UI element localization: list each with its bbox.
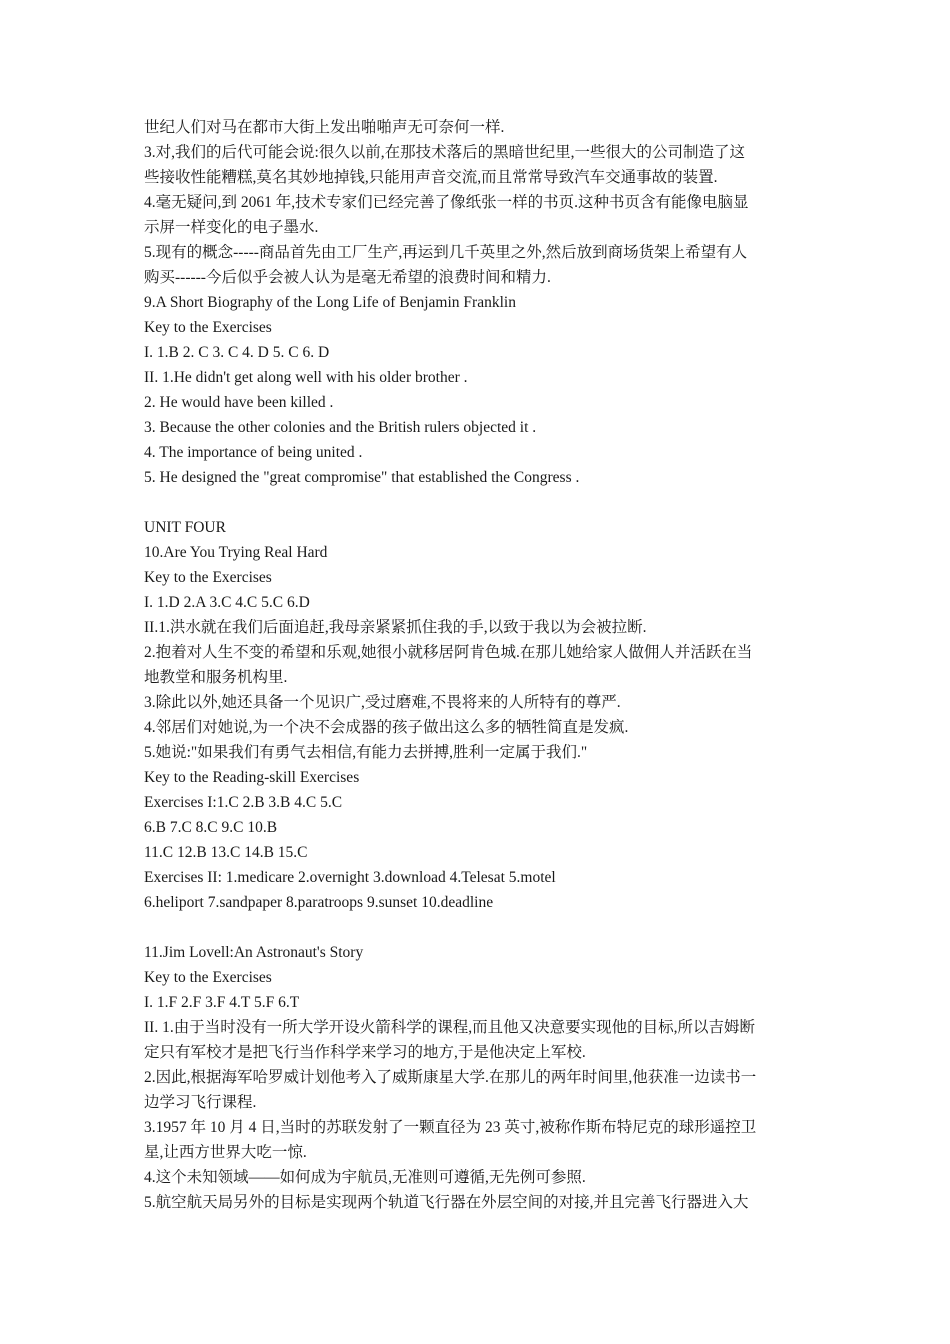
text-line: 3.1957 年 10 月 4 日,当时的苏联发射了一颗直径为 23 英寸,被称作斯布特尼克的球形遥控卫 xyxy=(144,1119,757,1136)
text-line: 5.现有的概念-----商品首先由工厂生产,再运到几千英里之外,然后放到商场货架上希望有人 xyxy=(144,244,748,261)
text-line: 3.除此以外,她还具备一个见识广,受过磨难,不畏将来的人所特有的尊严. xyxy=(144,694,621,711)
text-line: 5. He designed the "great compromise" that established the Congress . xyxy=(144,469,580,486)
text-line: Exercises I:1.C 2.B 3.B 4.C 5.C xyxy=(144,794,343,811)
text-line: 4. The importance of being united . xyxy=(144,444,363,461)
subheading: Key to the Exercises xyxy=(144,969,272,986)
text-line: 2.抱着对人生不变的希望和乐观,她很小就移居阿肯色城.在那儿她给家人做佣人并活跃在当 xyxy=(144,644,753,661)
text-line: 2. He would have been killed . xyxy=(144,394,334,411)
text-line: 些接收性能糟糕,莫名其妙地掉钱,只能用声音交流,而且常常导致汽车交通事故的装置. xyxy=(144,169,718,186)
subheading: Key to the Exercises xyxy=(144,319,272,336)
text-line: 边学习飞行课程. xyxy=(144,1094,257,1111)
text-line: 世纪人们对马在都市大街上发出啪啪声无可奈何一样. xyxy=(144,119,505,136)
text-line: Exercises II: 1.medicare 2.overnight 3.download 4.Telesat 5.motel xyxy=(144,869,556,886)
blank-line xyxy=(144,490,814,515)
text-line: 6.heliport 7.sandpaper 8.paratroops 9.sunset 10.deadline xyxy=(144,894,494,911)
text-line: 购买------今后似乎会被人认为是毫无希望的浪费时间和精力. xyxy=(144,269,551,286)
text-line: 3. Because the other colonies and the British rulers objected it . xyxy=(144,419,537,436)
text-line: 11.C 12.B 13.C 14.B 15.C xyxy=(144,844,308,861)
text-line: 示屏一样变化的电子墨水. xyxy=(144,219,319,236)
section-heading: 9.A Short Biography of the Long Life of Benjamin Franklin xyxy=(144,294,516,311)
text-line: 6.B 7.C 8.C 9.C 10.B xyxy=(144,819,278,836)
text-line: 3.对,我们的后代可能会说:很久以前,在那技术落后的黑暗世纪里,一些很大的公司制造了这 xyxy=(144,144,746,161)
text-line: 4.这个未知领域——如何成为宇航员,无准则可遵循,无先例可参照. xyxy=(144,1169,586,1186)
text-line: I. 1.F 2.F 3.F 4.T 5.F 6.T xyxy=(144,994,300,1011)
section-heading: 11.Jim Lovell:An Astronaut's Story xyxy=(144,944,364,961)
blank-line xyxy=(144,915,814,940)
text-line: II. 1.He didn't get along well with his older brother . xyxy=(144,369,468,386)
subheading: Key to the Reading-skill Exercises xyxy=(144,769,360,786)
text-line: 5.航空航天局另外的目标是实现两个轨道飞行器在外层空间的对接,并且完善飞行器进入大 xyxy=(144,1194,749,1211)
text-line: II. 1.由于当时没有一所大学开设火箭科学的课程,而且他又决意要实现他的目标,所以吉姆断 xyxy=(144,1019,755,1036)
text-line: 5.她说:"如果我们有勇气去相信,有能力去拼搏,胜利一定属于我们." xyxy=(144,744,588,761)
text-line: 地教堂和服务机构里. xyxy=(144,669,288,686)
document-page xyxy=(144,115,814,1215)
text-line: 4.邻居们对她说,为一个决不会成器的孩子做出这么多的牺牲简直是发疯. xyxy=(144,719,629,736)
text-line: 2.因此,根据海军哈罗威计划他考入了威斯康星大学.在那儿的两年时间里,他获准一边读书一 xyxy=(144,1069,757,1086)
text-line: 定只有军校才是把飞行当作科学来学习的地方,于是他决定上军校. xyxy=(144,1044,586,1061)
section-heading: 10.Are You Trying Real Hard xyxy=(144,544,328,561)
text-line: II.1.洪水就在我们后面追赶,我母亲紧紧抓住我的手,以致于我以为会被拉断. xyxy=(144,619,647,636)
text-line: 4.毫无疑问,到 2061 年,技术专家们已经完善了像纸张一样的书页.这种书页含有能像电脑显 xyxy=(144,194,749,211)
text-line: 星,让西方世界大吃一惊. xyxy=(144,1144,307,1161)
subheading: Key to the Exercises xyxy=(144,569,272,586)
text-line: I. 1.D 2.A 3.C 4.C 5.C 6.D xyxy=(144,594,310,611)
unit-heading: UNIT FOUR xyxy=(144,519,226,536)
text-line: I. 1.B 2. C 3. C 4. D 5. C 6. D xyxy=(144,344,330,361)
